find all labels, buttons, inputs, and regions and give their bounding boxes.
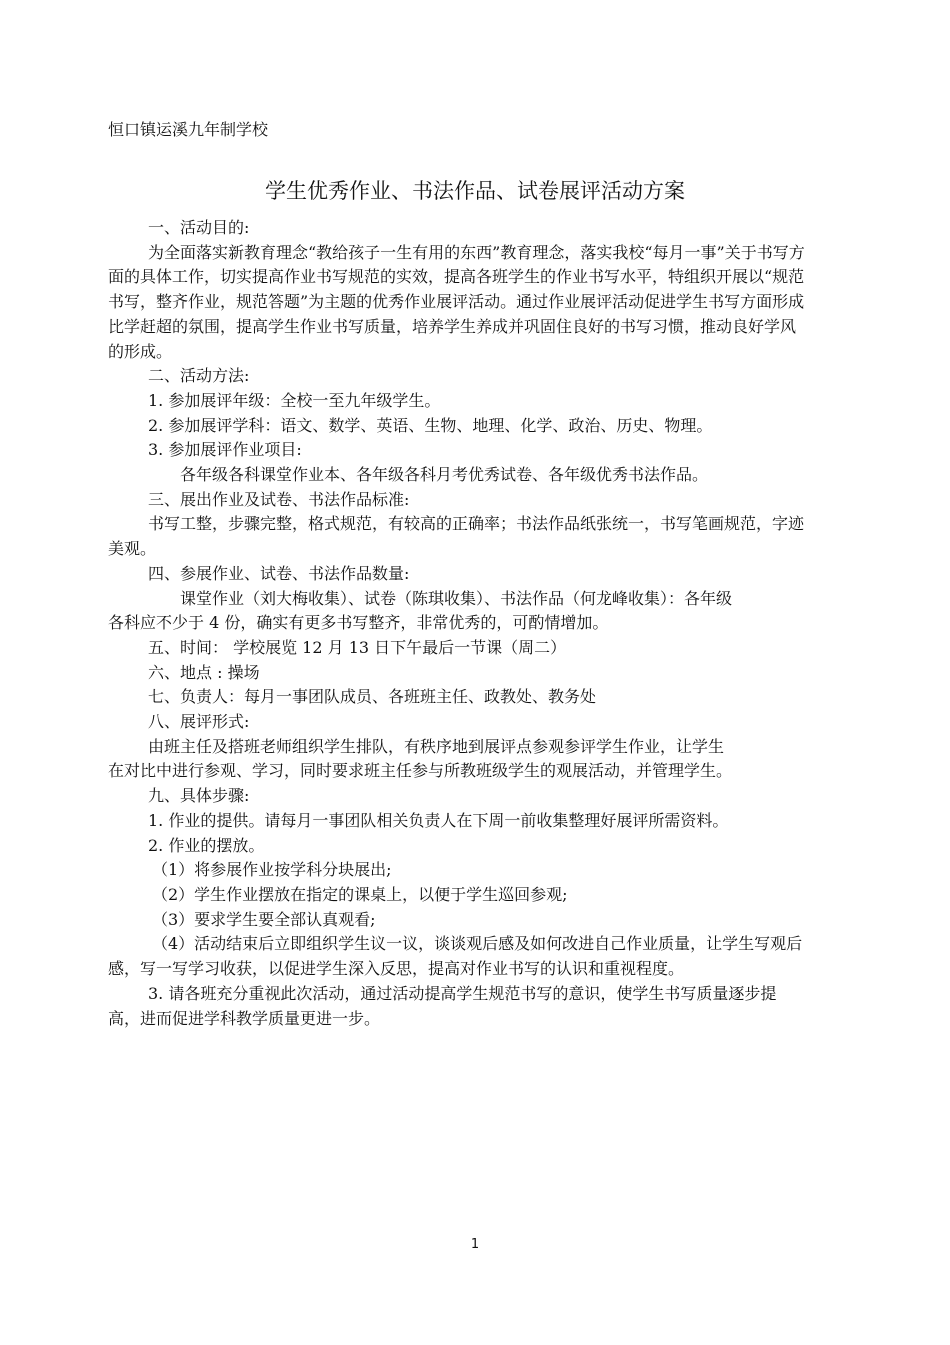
step-3: 3. 请各班充分重视此次活动，通过活动提高学生规范书写的意识，使学生书写质量逐步提高，进而促进学科教学质量更进一步。: [108, 983, 777, 1028]
document-body: [108, 216, 808, 1031]
step-1: 1. 作业的提供。请每月一事团队相关负责人在下周一前收集整理好展评所需资料。: [148, 810, 729, 830]
school-name: 恒口镇运溪九年制学校: [108, 120, 269, 139]
method-item-projects-detail: 各年级各科课堂作业本、各年级各科月考优秀试卷、各年级优秀书法作品。: [180, 465, 709, 485]
form-line-2: 在对比中进行参观、学习，同时要求班主任参与所教班级学生的观展活动，并管理学生。: [108, 761, 733, 781]
section-heading-form: 八、展评形式:: [148, 712, 250, 732]
document-title: 学生优秀作业、书法作品、试卷展评活动方案: [265, 179, 685, 203]
section-heading-method: 二、活动方法:: [148, 366, 250, 386]
section-time: 五、时间： 学校展览 12 月 13 日下午最后一节课（周二）: [148, 637, 567, 657]
section-owner: 七、负责人：每月一事团队成员、各班班主任、政教处、教务处: [148, 687, 597, 707]
section-heading-steps: 九、具体步骤:: [148, 786, 250, 806]
section-heading-quantity: 四、参展作业、试卷、书法作品数量:: [148, 563, 410, 583]
step-2-sub-3: （3）要求学生要全部认真观看;: [152, 909, 376, 929]
step-2-sub-1: （1）将参展作业按学科分块展出;: [152, 860, 392, 880]
section-heading-standard: 三、展出作业及试卷、书法作品标准:: [148, 489, 410, 509]
method-item-grades: 1. 参加展评年级：全校一至九年级学生。: [148, 390, 441, 410]
section-heading-purpose: 一、活动目的:: [148, 218, 250, 237]
method-item-projects: 3. 参加展评作业项目:: [148, 440, 302, 460]
step-2-sub-4: （4）活动结束后立即组织学生议一议，谈谈观后感及如何改进自己作业质量，让学生写观后感，写一写学习收获，以促进学生深入反思，提高对作业书写的认识和重视程度。: [108, 934, 803, 979]
standard-paragraph: 书写工整，步骤完整，格式规范，有较高的正确率；书法作品纸张统一，书写笔画规范，字迹美观。: [108, 514, 805, 559]
step-2: 2. 作业的摆放。: [148, 835, 265, 855]
step-2-sub-2: （2）学生作业摆放在指定的课桌上，以便于学生巡回参观;: [152, 884, 568, 904]
section-place: 六、地点 : 操场: [148, 662, 260, 682]
quantity-line-2: 各科应不少于 4 份，确实有更多书写整齐，非常优秀的，可酌情增加。: [108, 613, 609, 633]
purpose-paragraph: 为全面落实新教育理念“教给孩子一生有用的东西”教育理念，落实我校“每月一事”关于书写方面的具体工作，切实提高作业书写规范的实效，提高各班学生的作业书写水平，特组织开展以“规范书写，整齐作业，规范答题”为主题的优秀作业展评活动。通过作业展评活动促进学生书写方面形成比学赶超的氛围，提高学生作业书写质量，培养学生养成并巩固住良好的书写习惯，推动良好学风的形成。: [108, 242, 805, 361]
form-line-1: 由班主任及搭班老师组织学生排队，有秩序地到展评点参观参评学生作业，让学生: [148, 736, 725, 756]
method-item-subjects: 2. 参加展评学科：语文、数学、英语、生物、地理、化学、政治、历史、物理。: [148, 415, 713, 435]
quantity-line-1: 课堂作业（刘大梅收集）、试卷（陈琪收集）、书法作品（何龙峰收集）：各年级: [180, 588, 733, 608]
page-number: 1: [470, 1237, 480, 1252]
